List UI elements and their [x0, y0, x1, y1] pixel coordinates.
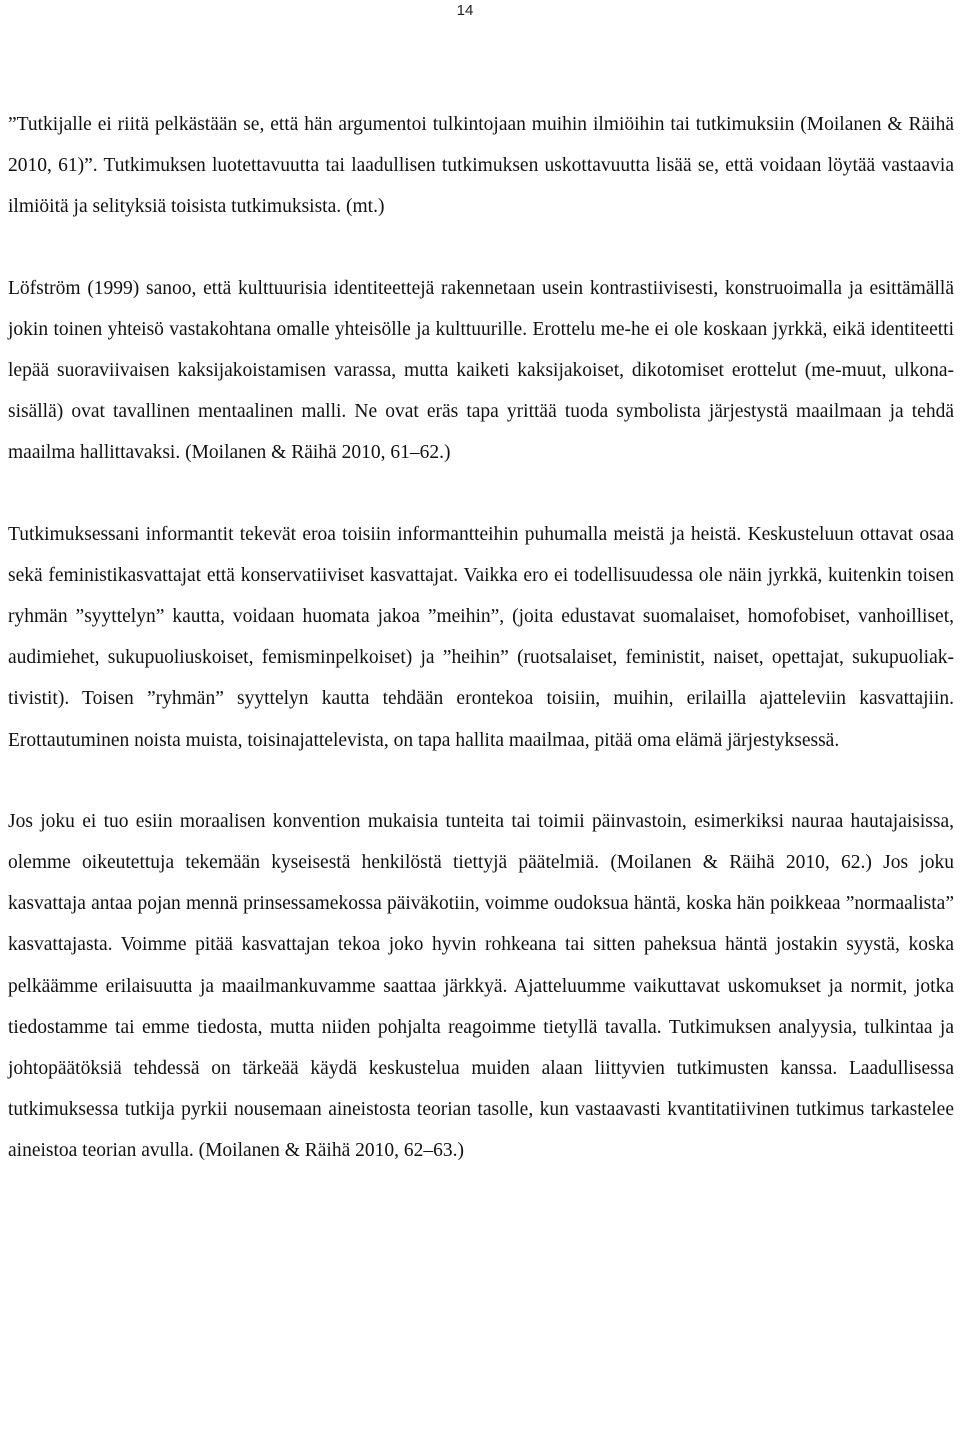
paragraph-moral-conventions: Jos joku ei tuo esiin moraalisen konvention mukaisia tunteita tai toimii päinvastoin, esimerkiksi nauraa hautajaisissa, olemme oikeutettuja tekemään kyseisestä henkilöstä tiettyjä päätelmiä. (Moilanen & Räihä 2010, 62.) Jos joku kasvattaja antaa pojan mennä prinsessamekossa päiväkotiin, voimme oudoksua häntä, koska hän poikkeaa ”normaalista” kasvattajasta. Voimme pitää kasvattajan tekoa joko hyvin rohkeana tai sitten paheksua häntä jostakin syystä, koska pelkäämme erilaisuutta ja maailmankuvamme saattaa järkkyä. Ajatteluumme vaikuttavat uskomukset ja normit, jotka tiedostamme tai emme tiedosta, mutta niiden pohjalta reagoimme tietyllä tavalla. Tutkimuksen analyysia, tulkintaa ja johtopäätöksiä tehdessä on tärkeää käydä keskustelua muiden alaan liittyvien tutkimusten kanssa. Laadullisessa tutkimuksessa tutkija pyrkii nousemaan aineistosta teorian tasolle, kun vastaavasti kvantitatiivinen tutkimus tarkastelee aineistoa teorian avulla. (Moilanen & Räihä 2010, 62–63.)	[8, 810, 954, 1162]
paragraph-lofstrom-identities: Löfström (1999) sanoo, että kulttuurisia identiteettejä rakennetaan usein kontrastiivisesti, konstruoimalla ja esittämällä jokin toinen yhteisö vastakohtana omalle yhteisölle ja kulttuurille. Erottelu me-he ei ole koskaan jyrkkä, eikä identiteetti lepää suoraviivaisen kaksijakoistamisen varassa, mutta kaiketi kaksijakoiset, dikotomiset erottelut (me-muut, ulkona-sisällä) ovat tavallinen mentaalinen malli. Ne ovat eräs tapa yrittää tuoda symbolista järjestystä maailmaan ja tehdä maailma hallittavaksi. (Moilanen & Räihä 2010, 61–62.)	[8, 277, 954, 464]
page-number: 14	[456, 2, 474, 19]
document-body	[8, 104, 954, 1172]
paragraph-quote-argumentation: ”Tutkijalle ei riitä pelkästään se, että hän argumentoi tulkintojaan muihin ilmiöihin tai tutkimuksiin (Moilanen & Räihä 2010, 61)”. Tutkimuksen luotettavuutta tai laadullisen tutkimuksen uskottavuutta lisää se, että voidaan löytää vastaavia ilmiöitä ja selityksiä toisista tutkimuksista. (mt.)	[8, 114, 954, 218]
paragraph-informants-us-them: Tutkimuksessani informantit tekevät eroa toisiin informantteihin puhumalla meistä ja heistä. Keskusteluun ottavat osaa sekä feministikasvattajat että konservatiiviset kasvattajat. Vaikka ero ei todellisuudessa ole näin jyrkkä, kuitenkin toisen ryhmän ”syyttelyn” kautta, voidaan huomata jakoa ”meihin”, (joita edustavat suomalaiset, homofobiset, vanhoilliset, audimiehet, sukupuoliuskoiset, femisminpelkoiset) ja ”heihin” (ruotsalaiset, feministit, naiset, opettajat, sukupuoliaktivistit). Toisen ”ryhmän” syyttelyn kautta tehdään erontekoa toisiin, muihin, erilailla ajatteleviin kasvattajiin. Erottautuminen noista muista, toisinajattelevista, on tapa hallita maailmaa, pitää oma elämä järjestyksessä.	[8, 523, 954, 751]
